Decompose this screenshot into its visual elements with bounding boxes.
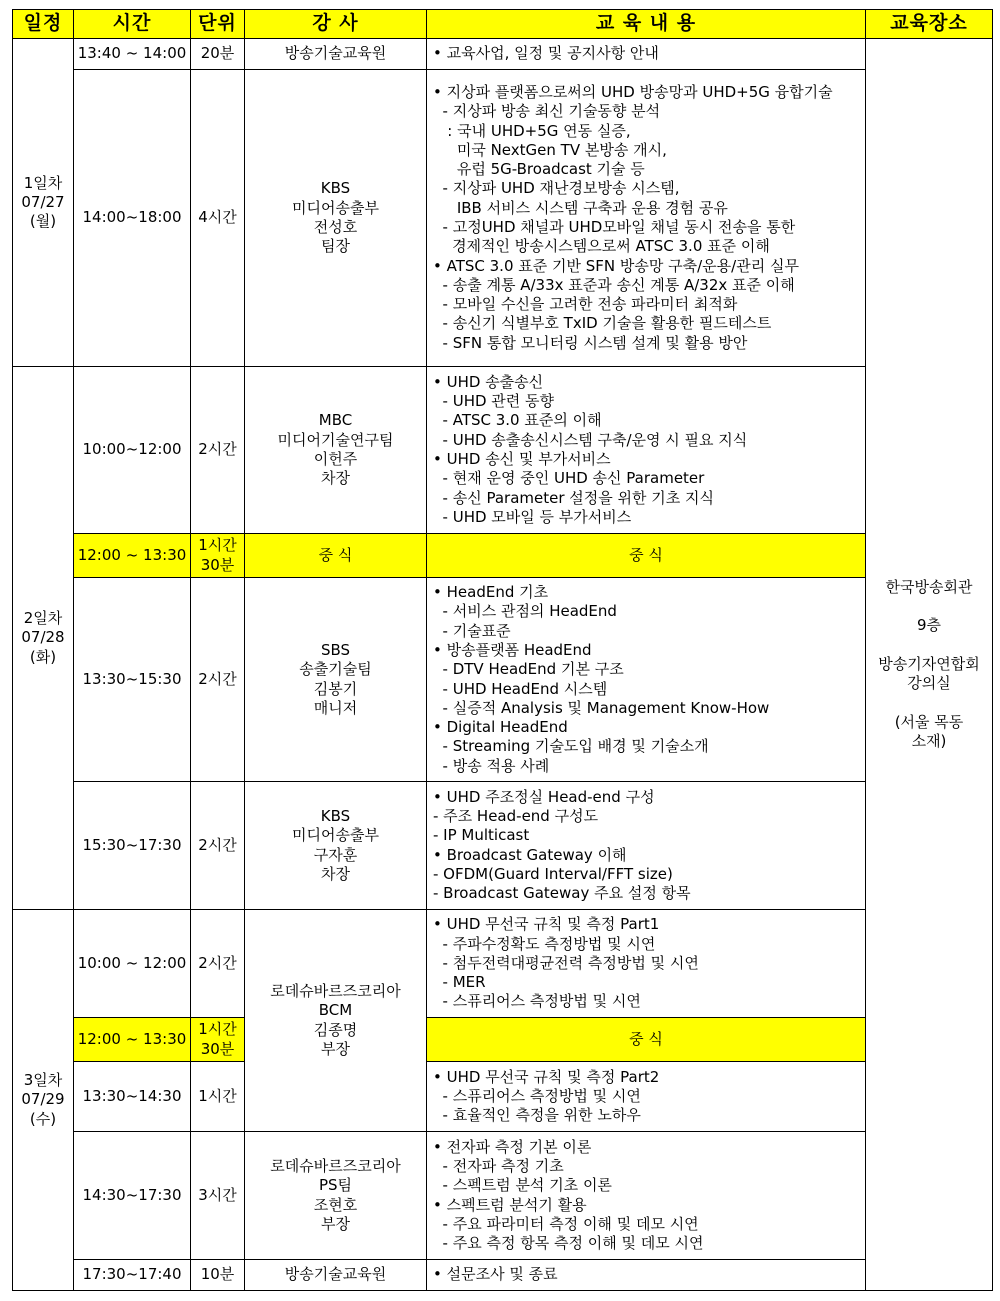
- table-row-lunch: [13, 534, 993, 578]
- time-cell: 15:30~17:30: [74, 782, 191, 910]
- day-cell: 2일차 07/28 (화): [13, 367, 74, 910]
- table-row: [13, 910, 993, 1018]
- header-row: [13, 10, 993, 39]
- lecturer-cell: 로데슈바르즈코리아 BCM 김종명 부장: [245, 910, 427, 1132]
- lecturer-cell: SBS 송출기술팀 김봉기 매니저: [245, 578, 427, 782]
- table-row: [13, 367, 993, 534]
- time-cell: 13:30~15:30: [74, 578, 191, 782]
- table-row: [13, 1260, 993, 1291]
- header-unit: 단위: [191, 10, 245, 39]
- lecturer-cell: 로데슈바르즈코리아 PS팀 조현호 부장: [245, 1132, 427, 1260]
- table-row: [13, 782, 993, 910]
- table-row: [13, 1132, 993, 1260]
- header-lecturer: 강 사: [245, 10, 427, 39]
- time-cell: 14:00~18:00: [74, 70, 191, 367]
- table-row: [13, 578, 993, 782]
- unit-cell: 2시간: [191, 782, 245, 910]
- lecturer-cell: 방송기술교육원: [245, 1260, 427, 1291]
- table-row: [13, 1062, 993, 1132]
- content-cell: • UHD 무선국 규칙 및 측정 Part2 - 스퓨리어스 측정방법 및 시연 - 효율적인 측정을 위한 노하우: [427, 1062, 866, 1132]
- lecturer-cell: 방송기술교육원: [245, 39, 427, 70]
- header-location: 교육장소: [866, 10, 993, 39]
- time-cell: 14:30~17:30: [74, 1132, 191, 1260]
- unit-cell: 3시간: [191, 1132, 245, 1260]
- unit-cell: 1시간: [191, 1062, 245, 1132]
- lecturer-cell: KBS 미디어송출부 구자훈 차장: [245, 782, 427, 910]
- unit-cell: 1시간 30분: [191, 1018, 245, 1062]
- content-cell: • 전자파 측정 기본 이론 - 전자파 측정 기초 - 스펙트럼 분석 기초 이론 • 스펙트럼 분석기 활용 - 주요 파라미터 측정 이해 및 데모 시연 - 주요 측정 항목 측정 이해 및 데모 시연: [427, 1132, 866, 1260]
- lecturer-cell: KBS 미디어송출부 전성호 팀장: [245, 70, 427, 367]
- table-row: [13, 70, 993, 367]
- header-content: 교 육 내 용: [427, 10, 866, 39]
- content-cell: • UHD 주조정실 Head-end 구성 - 주조 Head-end 구성도 - IP Multicast • Broadcast Gateway 이해 - OFDM(Guard Interval/FFT size) - Broadcast Gateway 주요 설정 항목: [427, 782, 866, 910]
- unit-cell: 10분: [191, 1260, 245, 1291]
- content-cell: • 지상파 플랫폼으로써의 UHD 방송망과 UHD+5G 융합기술 - 지상파 방송 최신 기술동향 분석 : 국내 UHD+5G 연동 실증, 미국 NextGen TV 본방송 개시, 유럽 5G-Broadcast 기술 등 - 지상파 UHD 재난경보방송 시스템, IBB 서비스 시스템 구축과 운용 경험 공유 - 고정UHD 채널과 UHD모바일 채널 동시 전송을 통한 경제적인 방송시스템으로써 ATSC 3.0 표준 이해 • ATSC 3.0 표준 기반 SFN 방송망 구축/운용/관리 실무 - 송출 계통 A/33x 표준과 송신 계통 A/32x 표준 이해 - 모바일 수신을 고려한 전송 파라미터 최적화 - 송신기 식별부호 TxID 기술을 활용한 필드테스트 - SFN 통합 모니터링 시스템 설계 및 활용 방안: [427, 70, 866, 367]
- header-day: 일정: [13, 10, 74, 39]
- day-cell: 1일차 07/27 (월): [13, 39, 74, 367]
- content-cell: 중 식: [427, 1018, 866, 1062]
- unit-cell: 2시간: [191, 367, 245, 534]
- time-cell: 10:00 ~ 12:00: [74, 910, 191, 1018]
- unit-cell: 20분: [191, 39, 245, 70]
- content-cell: 중 식: [427, 534, 866, 578]
- unit-cell: 4시간: [191, 70, 245, 367]
- unit-cell: 2시간: [191, 910, 245, 1018]
- header-time: 시간: [74, 10, 191, 39]
- time-cell: 17:30~17:40: [74, 1260, 191, 1291]
- schedule-table: [12, 9, 993, 1291]
- unit-cell: 2시간: [191, 578, 245, 782]
- time-cell: 13:30~14:30: [74, 1062, 191, 1132]
- time-cell: 12:00 ~ 13:30: [74, 534, 191, 578]
- time-cell: 13:40 ~ 14:00: [74, 39, 191, 70]
- lecturer-cell: 중 식: [245, 534, 427, 578]
- table-row-lunch: [13, 1018, 993, 1062]
- table-row: [13, 39, 993, 70]
- content-cell: • 설문조사 및 종료: [427, 1260, 866, 1291]
- content-cell: • 교육사업, 일정 및 공지사항 안내: [427, 39, 866, 70]
- content-cell: • HeadEnd 기초 - 서비스 관점의 HeadEnd - 기술표준 • 방송플랫폼 HeadEnd - DTV HeadEnd 기본 구조 - UHD HeadEnd 시스템 - 실증적 Analysis 및 Management Know-How • Digital HeadEnd - Streaming 기술도입 배경 및 기술소개 - 방송 적용 사례: [427, 578, 866, 782]
- time-cell: 10:00~12:00: [74, 367, 191, 534]
- day-cell: 3일차 07/29 (수): [13, 910, 74, 1291]
- time-cell: 12:00 ~ 13:30: [74, 1018, 191, 1062]
- content-cell: • UHD 무선국 규칙 및 측정 Part1 - 주파수정확도 측정방법 및 시연 - 첨두전력대평균전력 측정방법 및 시연 - MER - 스퓨리어스 측정방법 및 시연: [427, 910, 866, 1018]
- lecturer-cell: MBC 미디어기술연구팀 이헌주 차장: [245, 367, 427, 534]
- location-cell: 한국방송회관 9층 방송기자연합회 강의실 (서울 목동 소재): [866, 39, 993, 1291]
- unit-cell: 1시간 30분: [191, 534, 245, 578]
- content-cell: • UHD 송출송신 - UHD 관련 동향 - ATSC 3.0 표준의 이해 - UHD 송출송신시스템 구축/운영 시 필요 지식 • UHD 송신 및 부가서비스 - 현재 운영 중인 UHD 송신 Parameter - 송신 Parameter 설정을 위한 기초 지식 - UHD 모바일 등 부가서비스: [427, 367, 866, 534]
